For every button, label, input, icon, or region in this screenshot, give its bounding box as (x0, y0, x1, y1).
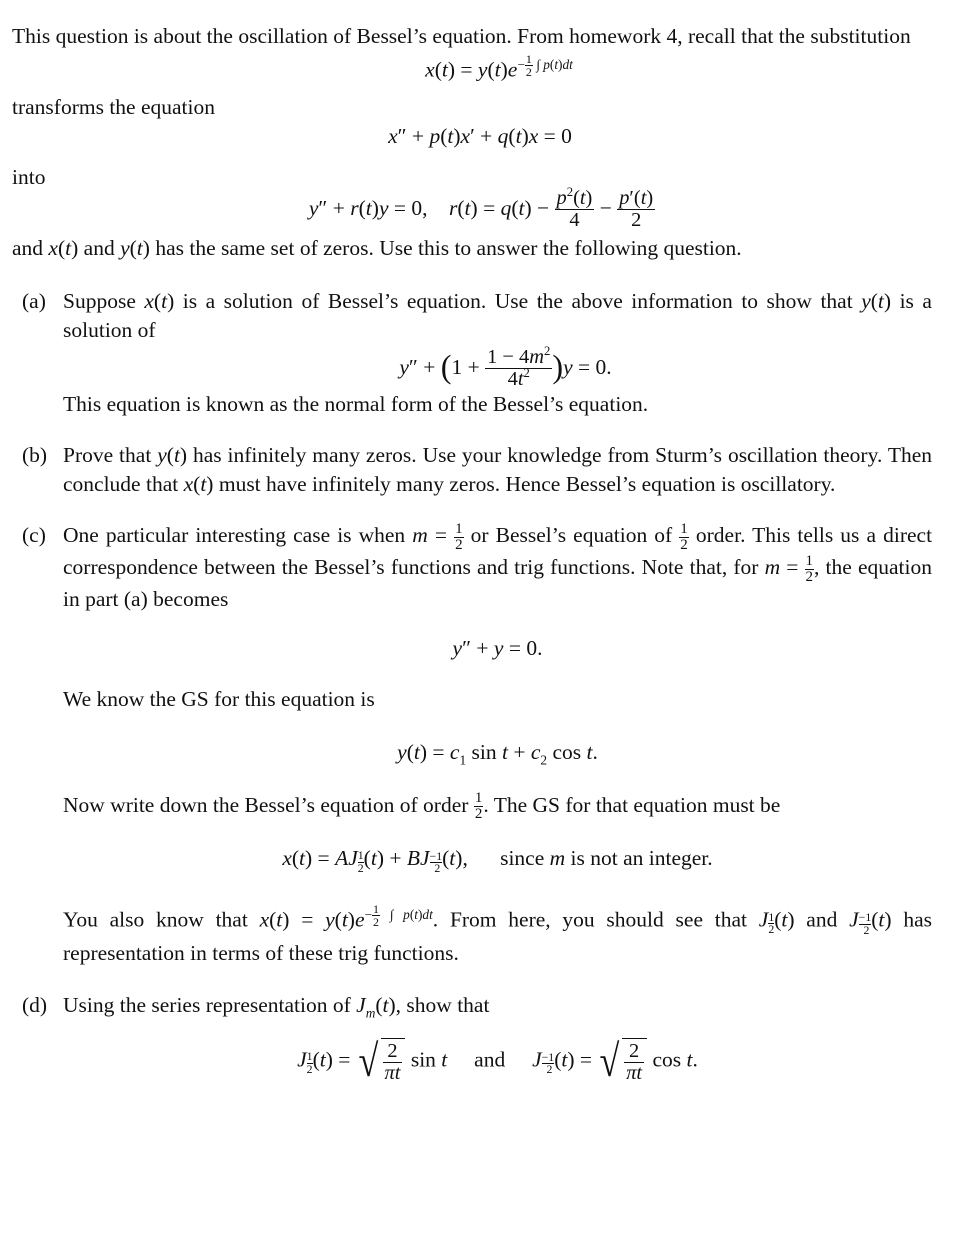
part-a-label: (a) (22, 288, 46, 313)
bessel-general-solution: x(t) = AJ $\frac{1}{2}$ (t) + BJ $\frac{-1}{2}$ (t), since m is not an integer. (282, 846, 713, 876)
substitution-equation: $x(t) = y(t)e^{- \frac{1}{2} \int p(t)dt}$ (425, 52, 573, 82)
original-equation: x″ + p(t)x′ + q(t)x = 0 (388, 123, 572, 148)
intro-paragraph (12, 22, 932, 51)
intro-sentence: This question is about the oscillation of Bessel’s equation. From homework 4, recall that the substitution (12, 24, 911, 48)
part-c-label: (c) (22, 523, 46, 548)
part-a: (a) Suppose x(t) is a solution of Bessel’s equation. Use the above information to show that y(t) is a solution of y″ + (1 + $\frac{1 - 4m^2}{4t^2}$ )y = 0. This equation is known as the normal form of the Bessel’s equation. (12, 287, 932, 420)
and-clause: and x(t) and y(t) has the same set of zeros. Use this to answer the following question. (12, 235, 742, 260)
representation-paragraph: You also know that $x(t) = y(t)e^{- \frac{1}{2} \int p(t)dt}$. From here, you should see that J $\frac{1}{2}$ (t) and J $\frac{-1}{2}$ (t) has representation in terms of these trig functions. (63, 902, 932, 965)
part-d: (d) Using the series representation of $J_m(t)$, show that J $\frac{1}{2}$ (t) = √ $\frac{2}{\pi t}$ sin t and J $\frac{-1}{2}$ (t) = √ $\frac{2}{\pi t}$ cos t. (12, 991, 932, 1085)
gs-intro: We know the GS for this equation is (63, 686, 375, 711)
part-c: (c) One particular interesting case is when m = $\frac{1}{2}$ or Bessel’s equation of $\frac{1}{2}$ order. This tells us a direct correspondence between the Bessel’s functions and trig functions. Note that, for m = $\frac{1}{2}$ , the equation in part (a) becomes y″ + y = 0. We know the GS for this equation is $y(t) = c_1$ $\sin t + c_2$ cos t. Now write down the Bessel’s equation of order $\frac{1}{2}$ . The GS for that equation must be x(t) = AJ $\frac{1}{2}$ (t) + BJ $\frac{-1}{2}$ (t), since m is not an integer. You also know that $x(t) = y(t)e^{- \frac{1}{2} \int p(t)dt}$. From here, you should see that J $\frac{1}{2}$ (t) and J $\frac{-1}{2}$ (t) has representation in terms of these trig functions. (12, 521, 932, 968)
simple-harmonic-equation: y″ + y = 0. (452, 635, 543, 660)
document-page (12, 22, 932, 1085)
part-a-note: This equation is known as the normal form of the Bessel’s equation. (63, 392, 649, 417)
part-b-label: (b) (22, 443, 48, 468)
trig-general-solution: $y(t) = c_1$ $\sin t + c_2$ cos t. (397, 739, 598, 767)
part-d-label: (d) (22, 992, 48, 1017)
into-line: into (12, 164, 46, 189)
bessel-order-line: Now write down the Bessel’s equation of order $\frac{1}{2}$ . The GS for that equation must be (63, 790, 781, 823)
part-b: (b) Prove that y(t) has infinitely many zeros. Use your knowledge from Sturm’s oscillation theory. Then conclude that x(t) must have infinitely many zeros. Hence Bessel’s equation is oscillatory. (22, 443, 933, 497)
bessel-half-order-identities: J $\frac{1}{2}$ (t) = √ $\frac{2}{\pi t}$ sin t and J $\frac{-1}{2}$ (t) = √ $\frac{2}{\pi t}$ cos t. (297, 1035, 698, 1086)
normal-form-equation: y″ + r(t)y = 0, r(t) = q(t) − $\frac{p^2(t)}{4}$ − $\frac{p'(t)}{2}$ (308, 184, 654, 232)
transforms-line: transforms the equation (12, 94, 216, 119)
bessel-normal-form-equation: y″ + (1 + $\frac{1 - 4m^2}{4t^2}$ )y = 0. (399, 343, 612, 391)
